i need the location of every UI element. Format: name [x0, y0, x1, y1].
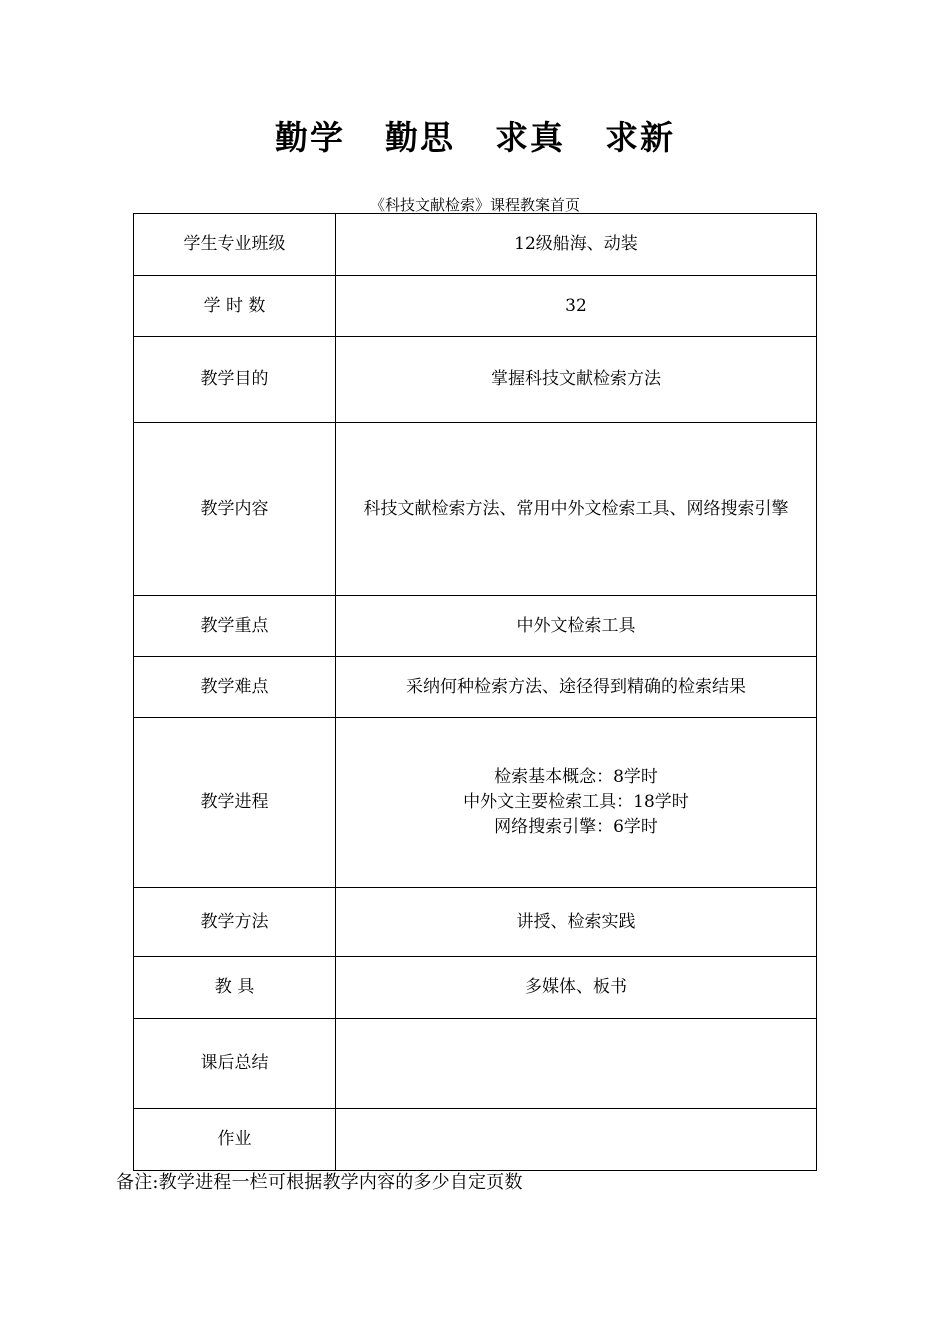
row-value: [336, 1019, 817, 1109]
row-value: [336, 1109, 817, 1171]
row-label: 教学难点: [134, 657, 336, 718]
row-value: 讲授、检索实践: [336, 888, 817, 957]
row-label: 教学目的: [134, 337, 336, 423]
progress-line: 检索基本概念：8学时: [494, 767, 658, 787]
table-row: [134, 657, 817, 718]
row-label: 教学进程: [134, 718, 336, 888]
row-label: 教学方法: [134, 888, 336, 957]
row-value: 采纳何种检索方法、途径得到精确的检索结果: [336, 657, 817, 718]
table-row: [134, 888, 817, 957]
motto-word: 勤思: [385, 118, 455, 157]
motto-word: 求新: [605, 118, 675, 157]
row-label: 教学重点: [134, 596, 336, 657]
row-label: 学生专业班级: [134, 214, 336, 276]
row-value: 科技文献检索方法、常用中外文检索工具、网络搜索引擎: [336, 423, 817, 596]
table-row: [134, 1019, 817, 1109]
table-row: [134, 423, 817, 596]
lesson-plan-table: [133, 213, 817, 1171]
row-label: 教 具: [134, 957, 336, 1019]
footnote: 备注:教学进程一栏可根据教学内容的多少自定页数: [116, 1172, 523, 1193]
row-value: 多媒体、板书: [336, 957, 817, 1019]
document-subtitle: 《科技文献检索》课程教案首页: [369, 196, 580, 214]
row-label: 作业: [134, 1109, 336, 1171]
row-value: 中外文检索工具: [336, 596, 817, 657]
progress-line: 网络搜索引擎：6学时: [494, 817, 658, 837]
table-row: [134, 337, 817, 423]
progress-line: 中外文主要检索工具：18学时: [463, 792, 689, 812]
row-label: 课后总结: [134, 1019, 336, 1109]
row-value: 掌握科技文献检索方法: [336, 337, 817, 423]
row-value: [336, 718, 817, 888]
table-row: [134, 214, 817, 276]
table-row: [134, 957, 817, 1019]
row-value: 32: [336, 276, 817, 337]
motto-word: 求真: [495, 118, 565, 157]
motto-heading: [0, 112, 950, 159]
row-value: 12级船海、动装: [336, 214, 817, 276]
table-row: [134, 718, 817, 888]
table-row: [134, 596, 817, 657]
row-label: 学 时 数: [134, 276, 336, 337]
motto-word: 勤学: [275, 118, 345, 157]
table-row: [134, 1109, 817, 1171]
table-row: [134, 276, 817, 337]
row-label: 教学内容: [134, 423, 336, 596]
